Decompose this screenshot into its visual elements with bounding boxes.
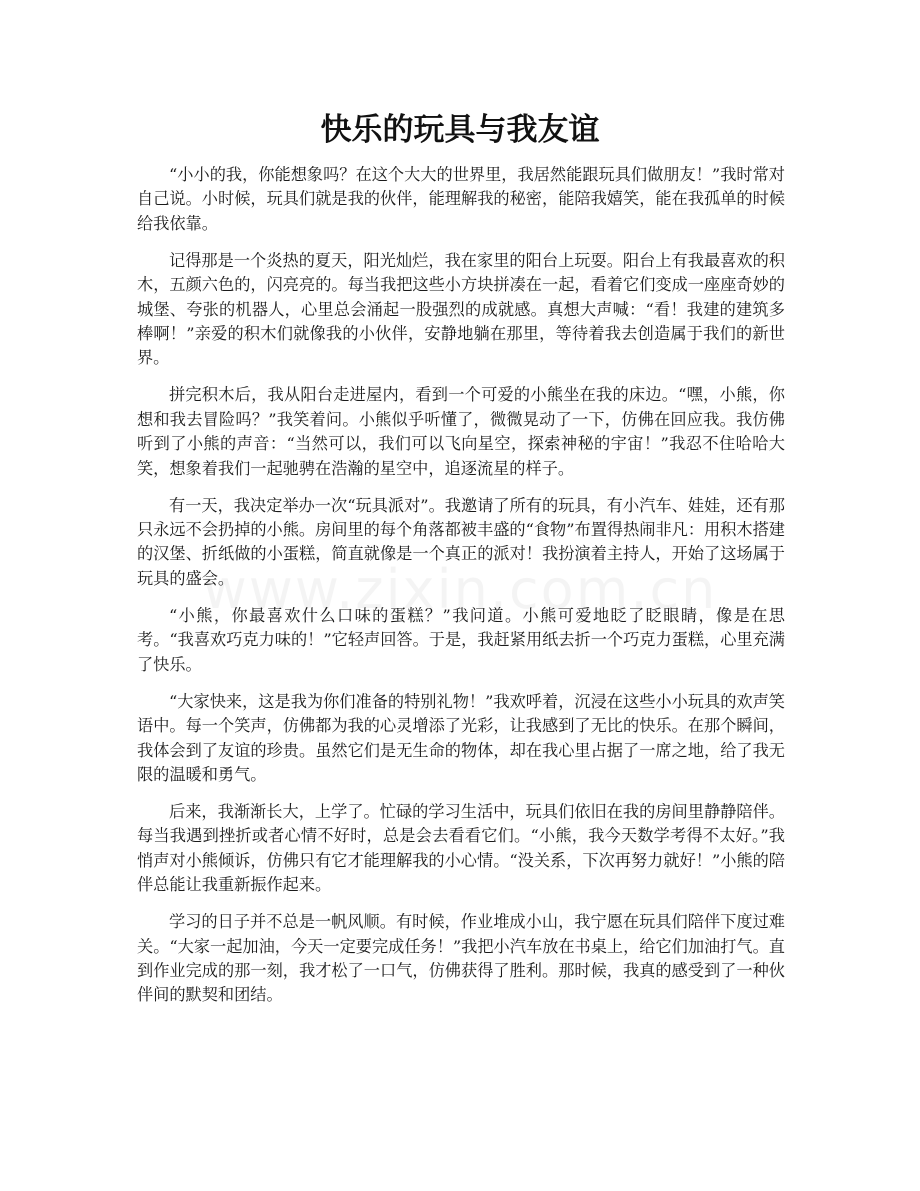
paragraph-4: 有一天，我决定举办一次“玩具派对”。我邀请了所有的玩具，有小汽车、娃娃，还有那只永远不会扔掉的小熊。房间里的每个角落都被丰盛的“食物”布置得热闹非凡：用积木搭建的汉堡、折纸做的小蛋糕，简直就像是一个真正的派对！我扮演着主持人，开始了这场属于玩具的盛会。 xyxy=(137,495,785,588)
paragraph-3: 拼完积木后，我从阳台走进屋内，看到一个可爱的小熊坐在我的床边。“嘿，小熊，你想和我去冒险吗？”我笑着问。小熊似乎听懂了，微微晃动了一下，仿佛在回应我。我仿佛听到了小熊的声音：“当然可以，我们可以飞向星空，探索神秘的宇宙！”我忍不住哈哈大笑，想象着我们一起驰骋在浩瀚的星空中，追逐流星的样子。 xyxy=(137,385,785,478)
paragraph-1: “小小的我，你能想象吗？在这个大大的世界里，我居然能跟玩具们做朋友！”我时常对自己说。小时候，玩具们就是我的伙伴，能理解我的秘密，能陪我嬉笑，能在我孤单的时候给我依靠。 xyxy=(137,165,785,233)
paragraph-5: “小熊，你最喜欢什么口味的蛋糕？”我问道。小熊可爱地眨了眨眼睛，像是在思考。“我喜欢巧克力味的！”它轻声回答。于是，我赶紧用纸去折一个巧克力蛋糕，心里充满了快乐。 xyxy=(137,605,785,674)
page-title: 快乐的玩具与我友谊 xyxy=(320,112,600,148)
paragraph-8: 学习的日子并不总是一帆风顺。有时候，作业堆成小山，我宁愿在玩具们陪伴下度过难关。“大家一起加油，今天一定要完成任务！”我把小汽车放在书桌上，给它们加油打气。直到作业完成的那一刻，我才松了一口气，仿佛获得了胜利。那时候，我真的感受到了一种伙伴间的默契和团结。 xyxy=(137,912,785,1005)
document-body xyxy=(137,163,785,1020)
paragraph-6: “大家快来，这是我为你们准备的特别礼物！”我欢呼着，沉浸在这些小小玩具的欢声笑语中。每一个笑声，仿佛都为我的心灵增添了光彩，让我感到了无比的快乐。在那个瞬间，我体会到了友谊的珍贵。虽然它们是无生命的物体，却在我心里占据了一席之地，给了我无限的温暖和勇气。 xyxy=(137,691,785,784)
paragraph-7: 后来，我渐渐长大，上学了。忙碌的学习生活中，玩具们依旧在我的房间里静静陪伴。每当我遇到挫折或者心情不好时，总是会去看看它们。“小熊，我今天数学考得不太好。”我悄声对小熊倾诉，仿佛只有它才能理解我的小心情。“没关系，下次再努力就好！”小熊的陪伴总能让我重新振作起来。 xyxy=(137,801,785,895)
paragraph-2: 记得那是一个炎热的夏天，阳光灿烂，我在家里的阳台上玩耍。阳台上有我最喜欢的积木，五颜六色的，闪亮亮的。每当我把这些小方块拼凑在一起，看着它们变成一座座奇妙的城堡、夸张的机器人，心里总会涌起一股强烈的成就感。真想大声喊：“看！我建的建筑多棒啊！”亲爱的积木们就像我的小伙伴，安静地躺在那里，等待着我去创造属于我们的新世界。 xyxy=(137,250,785,368)
